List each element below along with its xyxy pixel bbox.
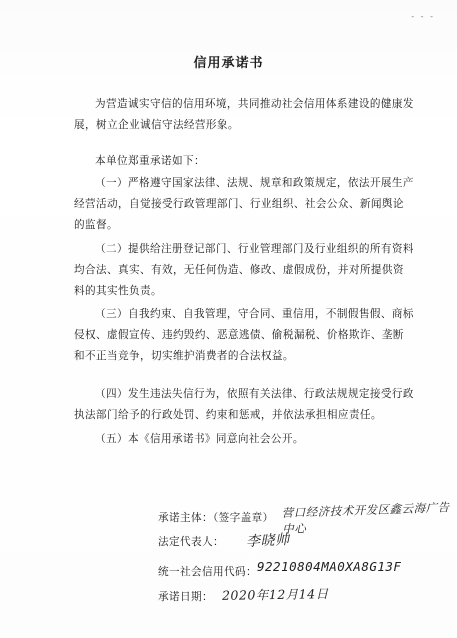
pledge-date-label: 承诺日期： [158, 591, 213, 603]
pledge-item-3: （三）自我约束、自我管理，守合同、重信用，不制假售假、商标侵权、虚假宣传、违约毁约、恶意逃债、偷税漏税、价格欺诈、垄断和不正当竞争，切实维护消费者的合法权益。 [74, 308, 414, 362]
pledge-date-handwritten: 2020年12月14日 [221, 586, 329, 603]
credit-code-label: 统一社会信用代码： [158, 566, 257, 578]
subject-label: 承诺主体：（签字盖章） [158, 512, 274, 524]
credit-code-handwritten: 92210804MA0XA8G13F [257, 559, 402, 574]
pledge-item-4: （四）发生违法失信行为，依照有关法律、行政法规规定接受行政执法部门给予的行政处罚、约束和惩戒，并依法承担相应责任。 [74, 388, 414, 421]
pledge-item-2: （二）提供给注册登记部门、行业管理部门及行业组织的所有资料均合法、真实、有效，无任何伪造、修改、虚假成份，并对所提供资料的其实性负责。 [74, 243, 414, 297]
pledge-item-1: （一）严格遵守国家法律、法规、规章和政策规定，依法开展生产经营活动，自觉接受行政管理部门、行业组织、社会公众、新闻舆论的监督。 [74, 177, 414, 231]
pledge-intro: 本单位郑重承诺如下： [95, 155, 205, 167]
document-title: 信用承诺书 [193, 56, 264, 71]
corner-mark: - - - [411, 12, 435, 21]
subject-handwritten: 营口经济技术开发区鑫云海广告中心 [281, 500, 450, 536]
intro-paragraph: 为营造诚实守信的信用环境，共同推动社会信用体系建设的健康发展，树立企业诚信守法经营形象。 [74, 98, 414, 131]
legal-rep-label: 法定代表人： [158, 536, 224, 548]
pledge-item-5: （五）本《信用承诺书》同意向社会公开。 [95, 433, 304, 445]
legal-rep-signature: 李晓帅 [245, 531, 290, 551]
